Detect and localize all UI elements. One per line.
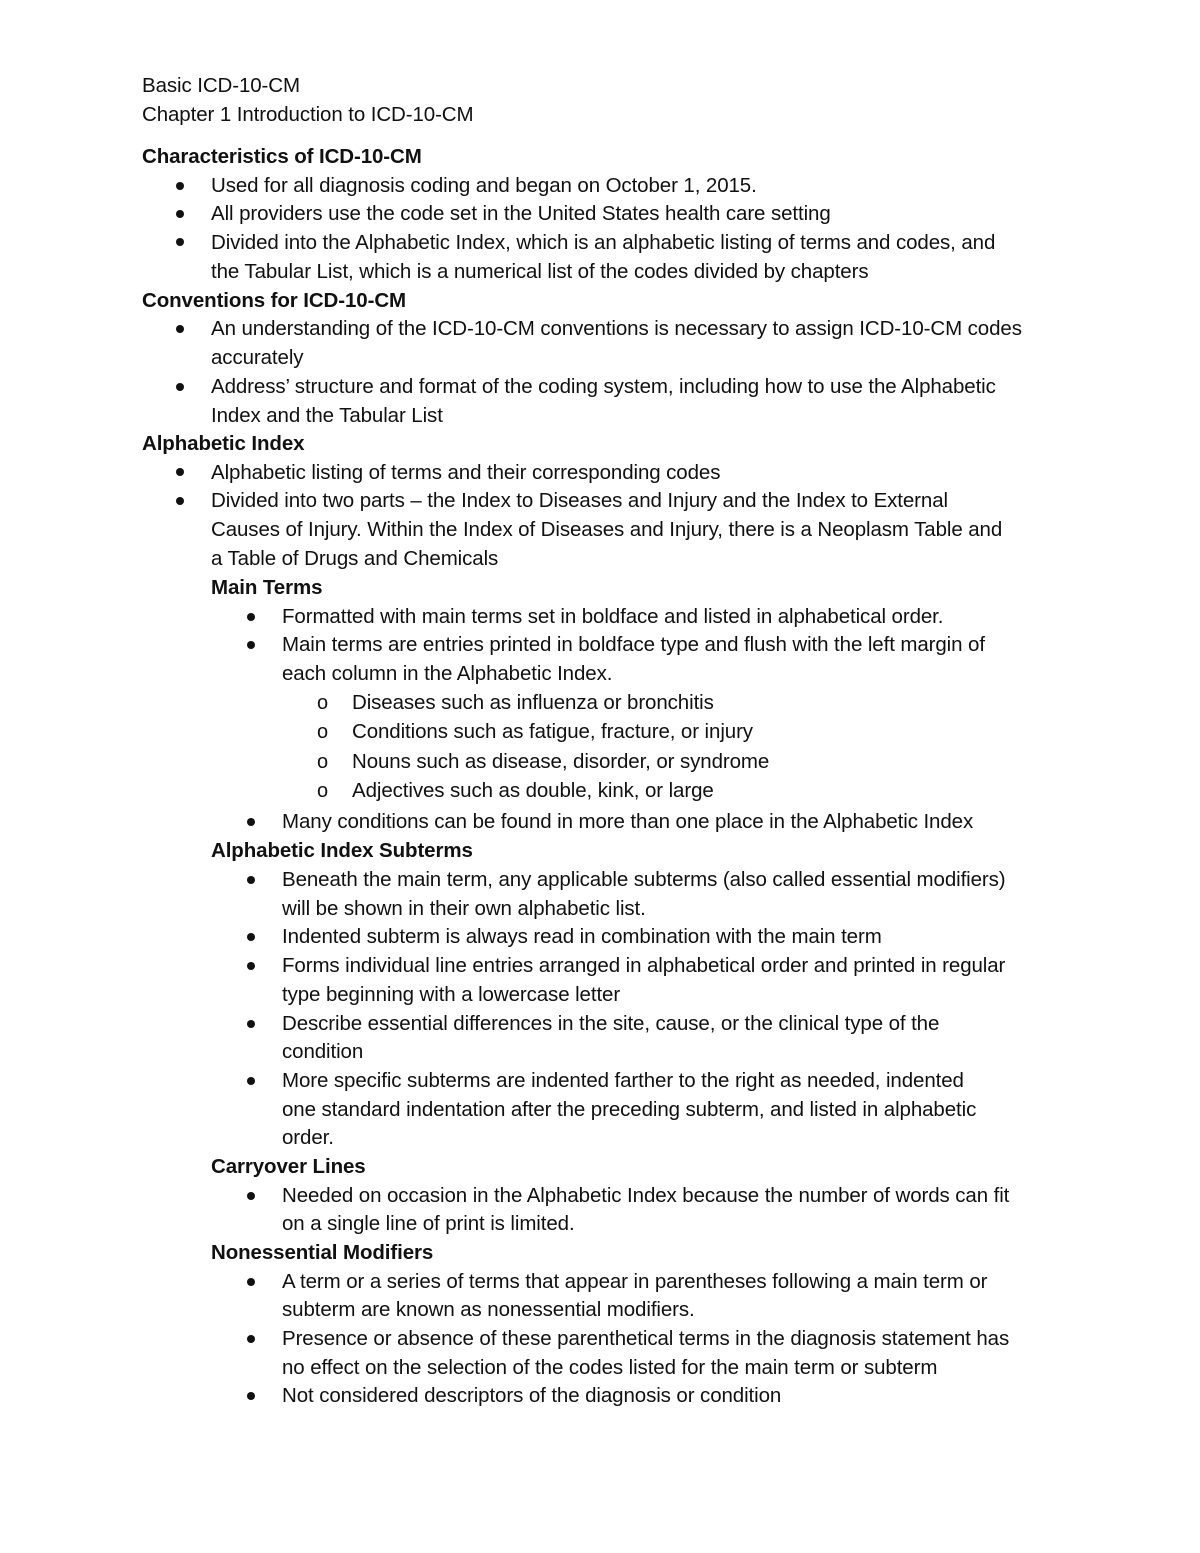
list-item-continuation: a Table of Drugs and Chemicals (211, 547, 499, 570)
bullet-icon (247, 613, 255, 621)
sub-bullet-icon: o (317, 721, 329, 743)
list-item: Alphabetic listing of terms and their corresponding codes (211, 461, 721, 484)
list-item: Main terms are entries printed in boldface type and flush with the left margin of (282, 633, 985, 656)
list-item-continuation: no effect on the selection of the codes listed for the main term or subterm (282, 1356, 938, 1379)
bullet-icon (176, 210, 184, 218)
chapter-title: Chapter 1 Introduction to ICD-10-CM (142, 103, 474, 126)
list-item-continuation: type beginning with a lowercase letter (282, 983, 621, 1006)
bullet-icon (176, 468, 184, 476)
list-item: An understanding of the ICD-10-CM conventions is necessary to assign ICD-10-CM codes (211, 317, 1022, 340)
sub-bullet-icon: o (317, 751, 329, 773)
bullet-icon (176, 182, 184, 190)
heading-subterms: Alphabetic Index Subterms (211, 839, 473, 862)
bullet-icon (247, 1077, 255, 1085)
bullet-icon (247, 1392, 255, 1400)
list-item: A term or a series of terms that appear in parentheses following a main term or (282, 1270, 988, 1293)
sub-bullet-icon: o (317, 780, 329, 802)
heading-carryover-lines: Carryover Lines (211, 1155, 366, 1178)
list-item: Indented subterm is always read in combination with the main term (282, 925, 882, 948)
bullet-icon (247, 1335, 255, 1343)
list-item: Forms individual line entries arranged in alphabetical order and printed in regular (282, 954, 1006, 977)
bullet-icon (176, 383, 184, 391)
list-item-continuation: Index and the Tabular List (211, 404, 443, 427)
heading-characteristics: Characteristics of ICD-10-CM (142, 145, 422, 168)
list-item-continuation: condition (282, 1040, 364, 1063)
bullet-icon (176, 497, 184, 505)
bullet-icon (176, 325, 184, 333)
list-item: More specific subterms are indented farther to the right as needed, indented (282, 1069, 964, 1092)
list-item: All providers use the code set in the United States health care setting (211, 202, 831, 225)
bullet-icon (247, 962, 255, 970)
list-item-continuation: one standard indentation after the preceding subterm, and listed in alphabetic (282, 1098, 977, 1121)
document-title: Basic ICD-10-CM (142, 74, 300, 97)
sub-list-item: Adjectives such as double, kink, or large (352, 779, 714, 802)
list-item: Used for all diagnosis coding and began on October 1, 2015. (211, 174, 757, 197)
list-item: Describe essential differences in the site, cause, or the clinical type of the (282, 1012, 940, 1035)
list-item-continuation: order. (282, 1126, 334, 1149)
list-item: Beneath the main term, any applicable subterms (also called essential modifiers) (282, 868, 1006, 891)
list-item-continuation: accurately (211, 346, 304, 369)
sub-list-item: Conditions such as fatigue, fracture, or injury (352, 720, 753, 743)
list-item: Divided into the Alphabetic Index, which is an alphabetic listing of terms and codes, and (211, 231, 996, 254)
heading-nonessential-modifiers: Nonessential Modifiers (211, 1241, 434, 1264)
heading-alphabetic-index: Alphabetic Index (142, 432, 305, 455)
list-item: Needed on occasion in the Alphabetic Index because the number of words can fit (282, 1184, 1010, 1207)
list-item: Divided into two parts – the Index to Diseases and Injury and the Index to External (211, 489, 948, 512)
sub-bullet-icon: o (317, 692, 329, 714)
list-item: Not considered descriptors of the diagnosis or condition (282, 1384, 782, 1407)
list-item-continuation: subterm are known as nonessential modifiers. (282, 1298, 695, 1321)
list-item: Formatted with main terms set in boldface and listed in alphabetical order. (282, 605, 944, 628)
sub-list-item: Nouns such as disease, disorder, or syndrome (352, 750, 770, 773)
heading-main-terms: Main Terms (211, 576, 323, 599)
bullet-icon (247, 876, 255, 884)
bullet-icon (247, 641, 255, 649)
list-item-continuation: will be shown in their own alphabetic list. (282, 897, 646, 920)
list-item-continuation: on a single line of print is limited. (282, 1212, 575, 1235)
bullet-icon (176, 238, 184, 246)
sub-list-item: Diseases such as influenza or bronchitis (352, 691, 714, 714)
list-item-continuation: the Tabular List, which is a numerical list of the codes divided by chapters (211, 260, 869, 283)
list-item-continuation: Causes of Injury. Within the Index of Diseases and Injury, there is a Neoplasm Table and (211, 518, 1003, 541)
bullet-icon (247, 1192, 255, 1200)
bullet-icon (247, 1278, 255, 1286)
list-item: Many conditions can be found in more than one place in the Alphabetic Index (282, 810, 974, 833)
list-item-continuation: each column in the Alphabetic Index. (282, 662, 613, 685)
list-item: Presence or absence of these parenthetical terms in the diagnosis statement has (282, 1327, 1010, 1350)
list-item: Address’ structure and format of the coding system, including how to use the Alphabetic (211, 375, 996, 398)
bullet-icon (247, 933, 255, 941)
bullet-icon (247, 818, 255, 826)
heading-conventions: Conventions for ICD-10-CM (142, 289, 407, 312)
bullet-icon (247, 1020, 255, 1028)
